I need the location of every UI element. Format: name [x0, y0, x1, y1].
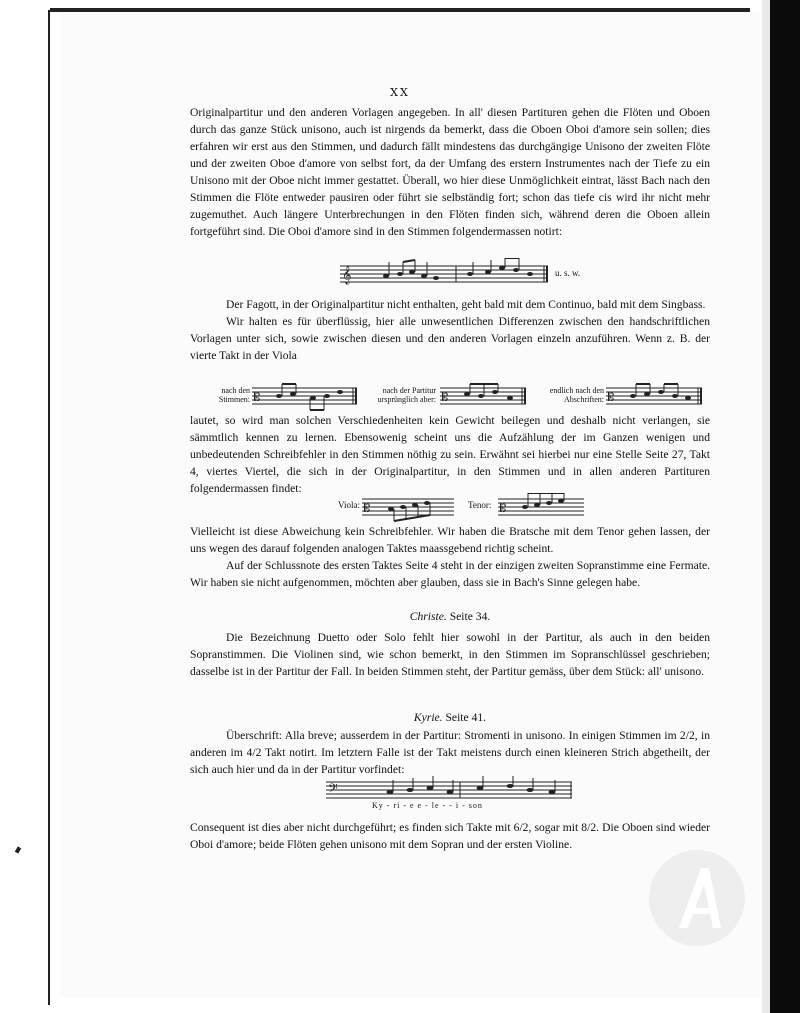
- scan-edge-line: [48, 10, 50, 1005]
- paragraph-text: Consequent ist dies aber nicht durchgeführt; es finden sich Takte mit 6/2, sogar mit 8/2. Die Oboen sind wieder Oboi d'amore; beide Flöten gehen unisono mit dem Sopran und der ersten Violine.: [190, 821, 710, 851]
- svg-text:𝄡: 𝄡: [608, 391, 615, 404]
- watermark-logo: [649, 850, 745, 946]
- page-number: XX: [390, 86, 410, 99]
- music-example-partitur: [440, 382, 530, 412]
- svg-text:𝄡: 𝄡: [442, 391, 449, 404]
- paragraph-text: Der Fagott, in der Originalpartitur nicht enthalten, geht bald mit dem Continuo, bald mit dem Singbass.: [226, 298, 706, 311]
- section-heading-kyrie: [190, 709, 710, 726]
- scan-border-right: [770, 0, 800, 1013]
- svg-text:𝄞: 𝄞: [342, 265, 352, 284]
- svg-text:𝄢: 𝄢: [328, 781, 338, 799]
- paragraph-7: [190, 629, 710, 680]
- music-lyrics: Ky - ri - e e - le - - i - son: [372, 801, 483, 810]
- svg-text:𝄡: 𝄡: [364, 502, 371, 515]
- music-label-abschriften: endlich nach den Abschriften:: [549, 386, 604, 404]
- music-label-partitur: nach der Partitur ursprünglich aber:: [377, 386, 436, 404]
- music-label-tenor: Tenor:: [468, 500, 492, 510]
- paragraph-1: [190, 104, 710, 240]
- heading-page: Seite 41.: [445, 711, 487, 724]
- scan-page-edge: [762, 0, 770, 1013]
- music-example-viola: [362, 493, 458, 523]
- heading-title: Kyrie.: [413, 711, 443, 724]
- paragraph-9: [190, 819, 710, 853]
- svg-text:𝄡: 𝄡: [254, 391, 261, 404]
- heading-page: Seite 34.: [449, 610, 491, 623]
- music-example-abschriften: [606, 382, 706, 412]
- paragraph-text: Überschrift: Alla breve; ausserdem in der Partitur: Stromenti in unisono. In einigen Stimmen im 2/2, in anderen im 4/2 Takt notirt. Im letztern Falle ist der Takt meistens durch einen kleineren Strich abgetheilt, der sich auch hier und da in der Partitur vorfindet:: [190, 729, 710, 776]
- music-example-stimmen: [252, 382, 362, 412]
- paragraph-text: Vielleicht ist diese Abweichung kein Schreibfehler. Wir haben die Bratsche mit dem Tenor gehen lassen, der uns wegen des darauf folgenden analogen Taktes maassgebend richtig scheint.: [190, 525, 710, 555]
- music-example-tenor: [498, 493, 588, 523]
- svg-text:𝄡: 𝄡: [500, 502, 507, 515]
- paragraph-4: [190, 412, 710, 497]
- music-label-viola: Viola:: [338, 500, 360, 510]
- paragraph-text: lautet, so wird man solchen Verschiedenheiten kein Gewicht beilegen und deshalb nicht verlangen, sie sämmtlich kennen zu lernen. Ebensowenig scheint uns die Aufzählung der im Ganzen wenigen und unbedeutenden Schreibfehler in den Stimmen nöthig zu sein. Erwähnt sei hierbei nur eine Stelle Seite 27, Takt 4, viertes Viertel, die sich in der Originalpartitur, in den Stimmen und in allen anderen Partituren folgendermassen findet:: [190, 414, 710, 495]
- music-label-stimmen: nach den Stimmen:: [218, 386, 250, 404]
- section-heading-christe: [190, 608, 710, 625]
- paragraph-text: Auf der Schlussnote des ersten Taktes Seite 4 steht in der einzigen zweiten Sopranstimme eine Fermate. Wir haben sie nicht aufgenommen, möchten aber glauben, dass sie in Bach's Sinne gelegen habe.: [190, 559, 710, 589]
- music-label-usw: u. s. w.: [555, 268, 581, 278]
- heading-title: Christe.: [409, 610, 447, 623]
- paragraph-text: Originalpartitur und den anderen Vorlagen angegeben. In all' diesen Partituren gehen die Flöten und Oboen durch das ganze Stück unisono, auch ist nirgends da bemerkt, dass die Oboen Oboi d'amore sein sollen; dies erfahren wir erst aus den Stimmen, und dadurch fällt mindestens das durchgängige Unisono der zweiten Flöte und der zweiten Oboe d'amore von selbst fort, da der Umfang des erstern Instrumentes nach der Tiefe zu ein Unisono mit der Oboe nicht immer gestattet. Überall, wo hier diese Unmöglichkeit eintrat, lässt Bach nach den Stimmen die Flöte entweder pausiren oder führt sie selbständig fort; schon das tiefe cis wird ihr nicht mehr zugemuthet. Auch längere Unterbrechungen in den Flöten finden sich, während deren die Oboen allein fortgeführt sind. Die Oboi d'amore sind in den Stimmen folgendermassen notirt:: [190, 106, 710, 238]
- music-example-kyrie: [326, 776, 576, 802]
- paragraph-8: [190, 727, 710, 778]
- music-example-oboi: [340, 258, 564, 294]
- paragraph-2: [190, 296, 710, 364]
- paragraph-text: Wir halten es für überflüssig, hier alle unwesentlichen Differenzen zwischen den handschriftlichen Vorlagen unter sich, sowie zwischen diesen und den anderen Vorlagen einzeln anzuführen. Wenn z. B. der vierte Takt in der Viola: [190, 315, 710, 362]
- paragraph-5: [190, 523, 710, 591]
- paragraph-text: Die Bezeichnung Duetto oder Solo fehlt hier sowohl in der Partitur, als auch in den beiden Sopranstimmen. Die Violinen sind, wie schon bemerkt, in den Stimmen im Sopranschlüssel geschrieben; dasselbe ist in der Partitur der Fall. In beiden Stimmen steht, der Partitur gemäss, über dem Stück: all' unisono.: [190, 631, 710, 678]
- watermark-a-icon: [649, 850, 745, 946]
